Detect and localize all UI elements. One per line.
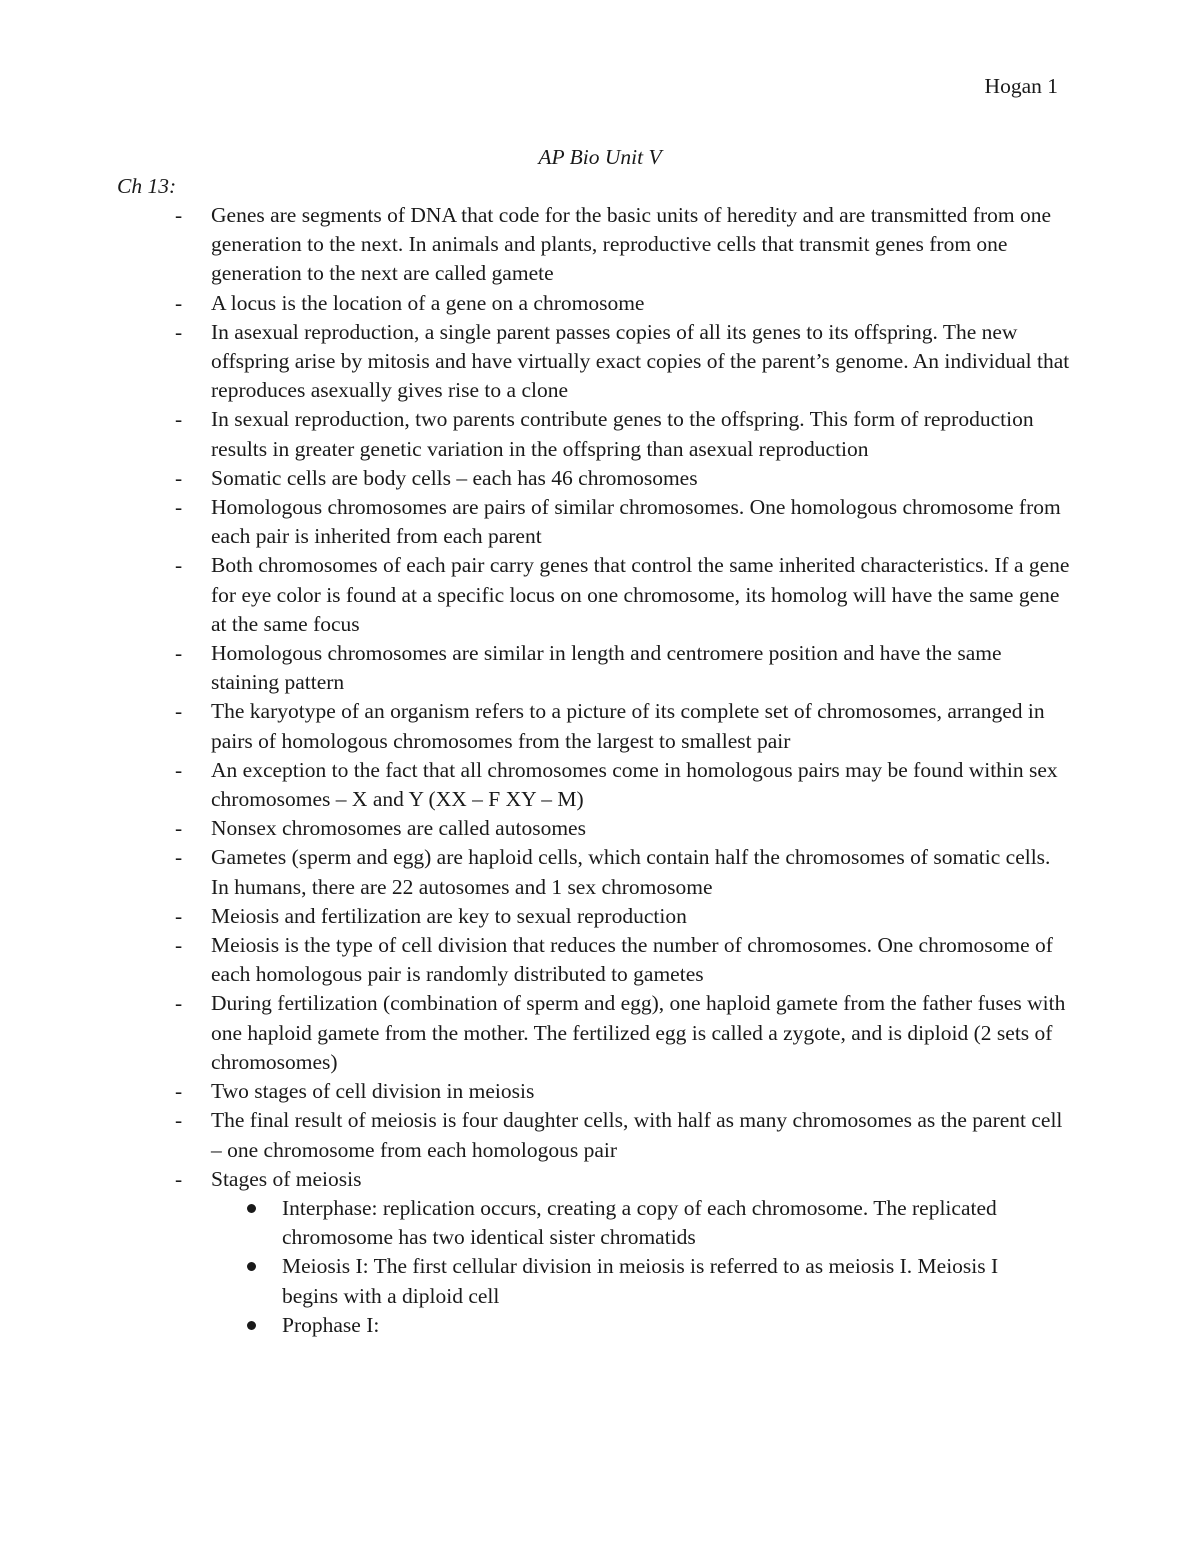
list-item-text: Stages of meiosis — [211, 1166, 362, 1191]
list-item — [0, 1165, 1071, 1340]
dash-marker: - — [175, 1166, 183, 1191]
dash-marker: - — [175, 319, 183, 344]
list-item-text: The karyotype of an organism refers to a picture of its complete set of chromosomes, arranged in pairs of homologous chromosomes from the largest to smallest pair — [211, 699, 1045, 753]
dash-marker: - — [175, 699, 183, 724]
list-item — [0, 989, 1071, 1077]
list-item-text: In asexual reproduction, a single parent passes copies of all its genes to its offspring. The new offspring arise by mitosis and have virtually exact copies of the parent’s genome. An individual that reproduces asexually gives rise to a clone — [211, 319, 1070, 403]
bullet-dot-icon — [247, 1204, 256, 1213]
list-item-text: A locus is the location of a gene on a chromosome — [211, 290, 645, 315]
list-item-text: Genes are segments of DNA that code for the basic units of heredity and are transmitted from one generation to the next. In animals and plants, reproductive cells that transmit genes from one generation to the next are called gamete — [211, 203, 1052, 286]
list-item — [0, 1077, 1071, 1106]
dash-marker: - — [175, 1108, 183, 1133]
list-item — [0, 493, 1071, 551]
notes-list — [0, 201, 1200, 1340]
sublist-item — [211, 1311, 1059, 1340]
dash-marker: - — [175, 495, 183, 520]
sublist-item-text: Meiosis I: The first cellular division in meiosis is referred to as meiosis I. Meiosis I begins with a diploid cell — [282, 1254, 999, 1308]
chapter-heading: Ch 13: — [117, 174, 177, 198]
list-item — [0, 931, 1071, 989]
dash-marker: - — [175, 641, 183, 666]
list-item — [0, 1106, 1071, 1164]
page-header: Hogan 1 — [984, 74, 1058, 98]
bullet-dot-icon — [247, 1262, 256, 1271]
list-item — [0, 756, 1071, 814]
list-item-text: The final result of meiosis is four daughter cells, with half as many chromosomes as the parent cell – one chromosome from each homologous pair — [211, 1108, 1063, 1162]
dash-marker: - — [175, 465, 183, 490]
list-item-text: Meiosis and fertilization are key to sexual reproduction — [211, 903, 687, 928]
list-item-text: Gametes (sperm and egg) are haploid cells, which contain half the chromosomes of somatic cells. In humans, there are 22 autosomes and 1 sex chromosome — [211, 845, 1051, 899]
list-item — [0, 405, 1071, 463]
dash-marker: - — [175, 903, 183, 928]
sublist-item — [211, 1252, 1059, 1310]
dash-marker: - — [175, 991, 183, 1016]
list-item — [0, 843, 1071, 901]
list-item-text: Both chromosomes of each pair carry genes that control the same inherited characteristics. If a gene for eye color is found at a specific locus on one chromosome, its homolog will have the same gene at the same focus — [211, 553, 1070, 636]
list-item-text: Meiosis is the type of cell division that reduces the number of chromosomes. One chromosome of each homologous pair is randomly distributed to gametes — [211, 933, 1053, 987]
sublist-item-text: Prophase I: — [282, 1312, 380, 1337]
dash-marker: - — [175, 290, 183, 315]
sublist-item — [211, 1194, 1059, 1252]
list-item-text: Homologous chromosomes are pairs of similar chromosomes. One homologous chromosome from each pair is inherited from each parent — [211, 495, 1061, 549]
list-item — [0, 697, 1071, 755]
list-item — [0, 464, 1071, 493]
list-item — [0, 201, 1071, 289]
dash-marker: - — [175, 407, 183, 432]
list-item-text: During fertilization (combination of sperm and egg), one haploid gamete from the father fuses with one haploid gamete from the mother. The fertilized egg is called a zygote, and is diploid (2 sets of chromosomes) — [211, 991, 1066, 1074]
list-item-text: An exception to the fact that all chromosomes come in homologous pairs may be found within sex chromosomes – X and Y (XX – F XY – M) — [211, 757, 1058, 812]
dash-marker: - — [175, 816, 183, 841]
list-item-text: Somatic cells are body cells – each has 46 chromosomes — [211, 465, 698, 490]
stages-sublist — [211, 1194, 1071, 1340]
list-item — [0, 814, 1071, 843]
bullet-dot-icon — [247, 1321, 256, 1330]
list-item-text: In sexual reproduction, two parents contribute genes to the offspring. This form of reproduction results in greater genetic variation in the offspring than asexual reproduction — [211, 407, 1034, 461]
list-item-text: Homologous chromosomes are similar in length and centromere position and have the same staining pattern — [211, 641, 1002, 695]
list-item-text: Nonsex chromosomes are called autosomes — [211, 816, 586, 841]
list-item-text: Two stages of cell division in meiosis — [211, 1079, 535, 1104]
list-item — [0, 551, 1071, 639]
sublist-item-text: Interphase: replication occurs, creating a copy of each chromosome. The replicated chromosome has two identical sister chromatids — [282, 1195, 997, 1250]
document-title: AP Bio Unit V — [538, 145, 662, 169]
list-item — [0, 639, 1071, 697]
list-item — [0, 289, 1071, 318]
dash-marker: - — [175, 1079, 183, 1104]
list-item — [0, 902, 1071, 931]
dash-marker: - — [175, 553, 183, 578]
dash-marker: - — [175, 845, 183, 870]
dash-marker: - — [175, 757, 183, 782]
list-item — [0, 318, 1071, 406]
dash-marker: - — [175, 933, 183, 958]
dash-marker: - — [175, 203, 183, 227]
